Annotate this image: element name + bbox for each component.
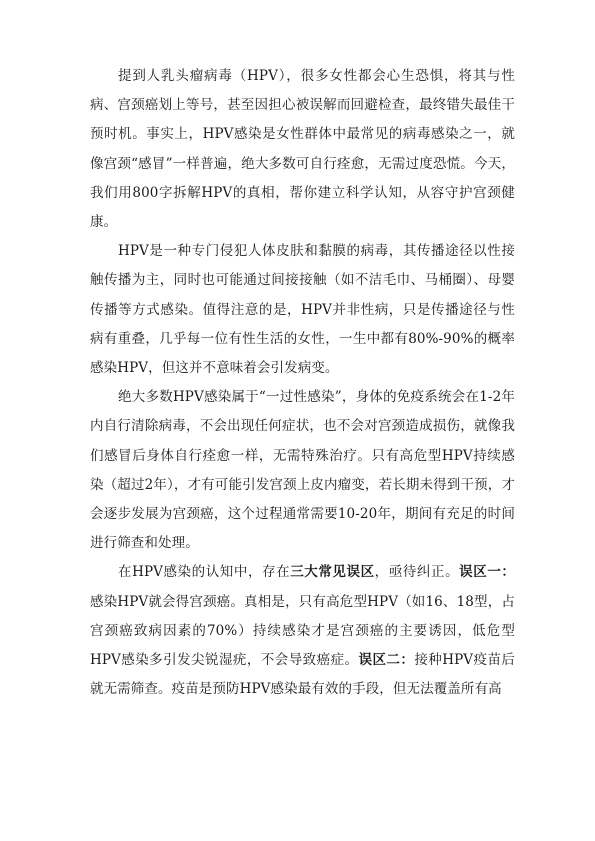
paragraph-text: 提到人乳头瘤病毒（HPV），很多女性都会心生恐惧，将其与性病、宫颈癌划上等号，甚至因担心被误解而回避检查，最终错失最佳干预时机。事实上，HPV感染是女性群体中最常见的病毒感染之一，就像宫颈“感冒”一样普遍，绝大多数可自行痊愈，无需过度恐慌。今天，我们用800字拆解HPV的真相，帮你建立科学认知，从容守护宫颈健康。 [90,68,515,231]
paragraph-transmission [90,237,515,383]
paragraph-text: 接种HPV疫苗后就无需筛查。疫苗是预防HPV感染最有效的手段，但无法覆盖所有高 [90,652,516,698]
paragraph-transient-infection [90,383,515,558]
paragraph-text: 在HPV感染的认知中，存在 [118,564,291,581]
paragraph-intro [90,62,515,237]
paragraph-misconceptions [90,558,515,704]
paragraph-text: ，亟待纠正。 [374,564,460,581]
highlight-misconception-one: 误区一： [459,564,515,581]
document-page [90,62,515,704]
paragraph-text: HPV是一种专门侵犯人体皮肤和黏膜的病毒，其传播途径以性接触传播为主，同时也可能通过间接接触（如不洁毛巾、马桶圈）、母婴传播等方式感染。值得注意的是，HPV并非性病，只是传播途径与性病有重叠，几乎每一位有性生活的女性，一生中都有80%-90%的概率感染HPV，但这并不意味着会引发病变。 [90,243,515,377]
highlight-misconception-two: 误区二： [358,652,415,669]
paragraph-text: 绝大多数HPV感染属于“一过性感染”，身体的免疫系统会在1-2年内自行清除病毒，不会出现任何症状，也不会对宫颈造成损伤，就像我们感冒后身体自行痊愈一样，无需特殊治疗。只有高危型HPV持续感染（超过2年），才有可能引发宫颈上皮内瘤变，若长期未得到干预，才会逐步发展为宫颈癌，这个过程通常需要10-20年，期间有充足的时间进行筛查和处理。 [90,389,515,552]
highlight-three-misconceptions: 三大常见误区 [290,564,375,581]
paragraph-text: 感染HPV就会得宫颈癌。真相是，只有高危型HPV（如16、18型，占宫颈癌致病因素的70%）持续感染才是宫颈癌的主要诱因，低危型HPV感染多引发尖锐湿疣，不会导致癌症。 [90,593,515,669]
